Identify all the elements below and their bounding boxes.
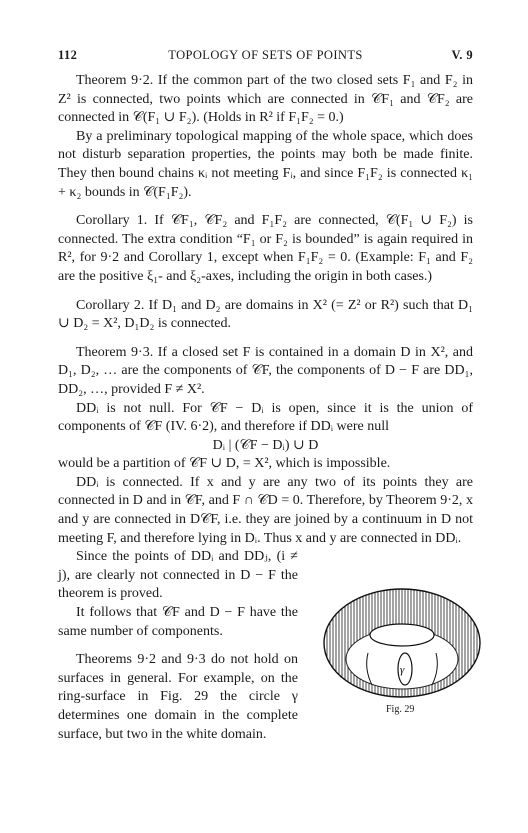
page-number: 112 [58, 48, 78, 62]
corollary-1: Corollary 1. If 𝒞F₁, 𝒞F₂ and F₁F₂ are connected, 𝒞(F₁ ∪ F₂) is connected. The extra condition “F₁ or F₂ is bounded” is again required in R², for 9·2 and Corollary 1, except when F₁F₂ = 0. (Example: F₁ and F₂ are the positive ξ₁- and ξ₂-axes, including the origin in both cases.) [58, 213, 473, 284]
torus-hole [370, 624, 434, 646]
theorem-9-3: Theorem 9·3. If a closed set F is contained in a domain D in X², and D₁, D₂, … are the components of 𝒞F, the components of D − F are DD₁, DD₂, …, provided F ≠ X². [58, 344, 473, 397]
surfaces-remark: Theorems 9·2 and 9·3 do not hold on surfaces in general. For example, on the ring-surface in Fig. 29 the circle γ determines one domain in the complete surface, but two in the white domain. [58, 652, 298, 742]
section-number: V. 9 [451, 48, 473, 62]
partition-formula: Dᵢ | (𝒞F − Dᵢ) ∪ D [212, 437, 319, 453]
proof-9-3-nonnull: DDᵢ is not null. For 𝒞F − Dᵢ is open, since it is the union of components of 𝒞F (IV. 6·2), and therefore if DDᵢ were null [58, 400, 473, 435]
components-remark: It follows that 𝒞F and D − F have the same number of components. [58, 605, 298, 639]
figure-caption: Fig. 29 [386, 704, 415, 715]
corollary-2: Corollary 2. If D₁ and D₂ are domains in X² (= Z² or R²) such that D₁ ∪ D₂ = X², D₁D₂ is connected. [58, 297, 473, 332]
proof-9-3-partition: would be a partition of 𝒞F ∪ D, = X², which is impossible. [58, 456, 391, 472]
proof-9-2: By a preliminary topological mapping of the whole space, which does not disturb separation properties, the points may both be made finite. They then bound chains κᵢ not meeting Fᵢ, and since F₁F₂ is connected κ₁ + κ₂ bounds in 𝒞(F₁F₂). [58, 128, 473, 200]
running-title: TOPOLOGY OF SETS OF POINTS [168, 48, 363, 62]
torus-drawing [320, 585, 485, 705]
theorem-9-2: Theorem 9·2. If the common part of the two closed sets F₁ and F₂ in Z² is connected, two points which are connected in 𝒞F₁ and 𝒞F₂ are connected in 𝒞(F₁ ∪ F₂). (Holds in R² if F₁F₂ = 0.) [58, 73, 473, 126]
ring-surface-figure [320, 585, 485, 705]
page-header [58, 48, 473, 68]
proof-9-3-connected: DDᵢ is connected. If x and y are any two of its points they are connected in D and in 𝒞F, and F ∩ 𝒞D = 0. Therefore, by Theorem 9·2, x and y are connected in D𝒞F, i.e. they are joined by a continuum in D not meeting F, and therefore lying in Dᵢ. Thus x and y are connected in DDᵢ. [58, 474, 473, 546]
gamma-label: γ [400, 664, 405, 676]
proof-9-3-conclusion: Since the points of DDᵢ and DDⱼ, (i ≠ j), are clearly not connected in D − F the theorem is proved. [58, 549, 298, 602]
